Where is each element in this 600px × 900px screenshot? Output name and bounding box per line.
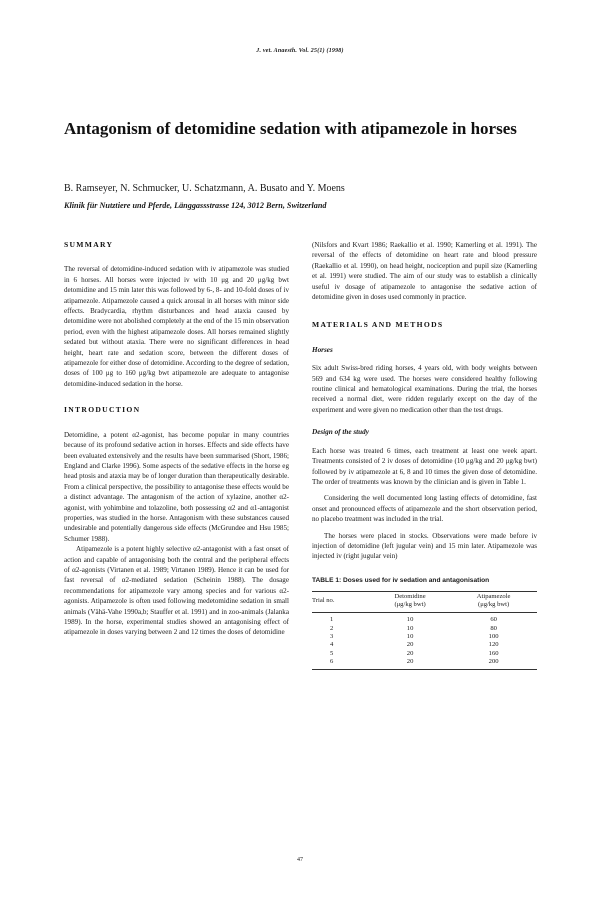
design-subheading: Design of the study: [312, 428, 369, 437]
table-body: [312, 613, 537, 669]
table-cell: 10: [406, 624, 414, 632]
introduction-paragraph-1: Detomidine, a potent α2-agonist, has become popular in many countries because of its profound sedative action in horses. Effects and side effects have been evaluated extensively and the results have been summarised (Short, 1986; England and Clarke 1996). Some aspects of the sedative effects in the horse eg head ptosis and ataxia may be of longer duration than therapeutically desirable. From a clinical perspective, the possibility to antagonise these effects would be a distinct advantage. The antagonism of the action of xylazine, another α2-agonist, with yohimbine and tolazoline, both possessing α2 and α1-antagonist properties, was studied in the horse. Antagonism with these substances caused undesirable and potentially dangerous side effects (McGrundee and Hsu 1985; Schumer 1988).: [64, 430, 289, 543]
table-cell: 160: [488, 649, 499, 657]
table-header-row: [312, 592, 537, 613]
table-row: [312, 625, 537, 633]
left-column: [64, 240, 289, 638]
methods-heading: MATERIALS AND METHODS: [312, 320, 444, 330]
column-header-atipamezole: Atipamezole (μg/kg bwt): [450, 592, 537, 613]
table-cell: 10: [406, 616, 414, 624]
table-cell: 20: [406, 641, 414, 649]
column-header-detomidine: Detomidine (μg/kg bwt): [370, 592, 450, 613]
right-column: [312, 240, 537, 670]
table-cell: 5: [330, 649, 334, 657]
table-cell: 60: [490, 616, 497, 624]
table-cell: 6: [330, 658, 334, 666]
design-paragraph-3: The horses were placed in stocks. Observations were made before iv injection of detomidine (left jugular vein) and 15 min later. Atipamezole was injected iv (right jugular vein): [312, 531, 537, 561]
design-paragraph-2: Considering the well documented long lasting effects of detomidine, fast onset and pronounced effects of atipamezole and the short observation period, no placebo treatment was included in the trial.: [312, 494, 537, 524]
table-cell: 4: [330, 641, 334, 649]
author-list: B. Ramseyer, N. Schmucker, U. Schatzmann, A. Busato and Y. Moens: [64, 183, 345, 194]
table-row: [312, 658, 537, 669]
table-cell: 200: [488, 658, 499, 666]
table-cell: 80: [490, 624, 497, 632]
horses-paragraph: Six adult Swiss-bred riding horses, 4 years old, with body weights between 569 and 634 kg were used. The horses were considered healthy following routine clinical and hematological examinations. During the trial, the horses received a normal diet, were ridden regularly except on the day of the experiment and were given no medication other than the test drugs.: [312, 364, 537, 414]
design-paragraph-1: Each horse was treated 6 times, each treatment at least one week apart. Treatments consisted of 2 iv doses of detomidine (10 μg/kg and 20 μg/kg bwt) followed by iv atipamezole at 6, 8 and 10 times the given dose of detomidine. The order of treatments was known by the clinician and is given in Table 1.: [312, 446, 537, 486]
table-row: [312, 650, 537, 658]
summary-heading: SUMMARY: [64, 240, 114, 249]
horses-subheading: Horses: [312, 345, 333, 354]
table-caption: TABLE 1: Doses used for iv sedation and antagonisation: [312, 576, 490, 584]
table-cell: 2: [330, 624, 334, 632]
journal-header: J. vet. Anaesth. Vol. 25(1) (1998): [256, 48, 344, 54]
article-title: Antagonism of detomidine sedation with atipamezole in horses: [64, 119, 517, 138]
table-cell: 1: [330, 616, 334, 624]
table-cell: 3: [330, 632, 334, 640]
column-header-trial: Trial no.: [312, 592, 370, 613]
page-number: 47: [297, 857, 303, 863]
introduction-heading: INTRODUCTION: [64, 405, 141, 415]
table-cell: 120: [488, 641, 499, 649]
affiliation: Klinik für Nutztiere und Pferde, Länggassstrasse 124, 3012 Bern, Switzerland: [64, 201, 327, 210]
table-row: [312, 633, 537, 641]
table-cell: 10: [406, 632, 414, 640]
table-row: [312, 641, 537, 649]
table-cell: 100: [488, 632, 499, 640]
table-cell: 20: [406, 658, 414, 666]
dose-table: [312, 591, 537, 669]
table-row: [312, 613, 537, 625]
summary-text: The reversal of detomidine-induced sedation with iv atipamezole was studied in 6 horses. All horses were injected iv with 10 μg and 20 μg/kg bwt detomidine and 15 min later this was followed by 6-, 8- and 10-fold doses of iv atipamezole. Atipamezole caused a quick arousal in all horses with minor side effects. Bradycardia, rhythm disturbances and head ataxia caused by detomidine were not abolished completely at the end of the 15 min observation period, even with the highest atipamezole doses. All horses remained slightly sedated but without ataxia. There were no significant differences in head height, heart rate and sedation score, between the different doses of atipamezole for either dose of detomidine. According to the degree of sedation, doses of 100 μg to 160 μg/kg bwt atipamezole are adequate to antagonise detomidine-induced sedation in the horse.: [64, 265, 289, 388]
table-cell: 20: [406, 649, 414, 657]
introduction-continuation: (Nilsfors and Kvart 1986; Raekallio et al. 1990; Kamerling et al. 1991). The reversal of the effects of detomidine on heart rate and blood pressure (Raekallio et al. 1990), on head height, nociception and pupil size (Kamerling et al. 1991) were studied. The aim of our study was to establish a clinically useful iv dosage of atipamezole to antagonise the sedative action of detomidine given in doses used commonly in practice.: [312, 241, 537, 302]
introduction-paragraph-2: Atipamezole is a potent highly selective α2-antagonist with a fast onset of action and capable of antagonising both the central and the peripheral effects of α2-agonists (Virtanen et al. 1989; Virtanen 1989). Hence it can be used for fast reversal of α2-mediated sedation (Scheinin 1988). The dosage recommendations for atipamezole vary among species and for various α2-agonists. Atipamezole is often used following medetomidine sedation in small animals (Vähä-Vahe 1990a,b; Stauffer et al. 1991) and in zoo-animals (Jalanka 1989). In the horse, experimental studies showed an antagonising effect of atipamezole in doses varying between 2 and 12 times the doses of detomidine: [64, 545, 289, 637]
